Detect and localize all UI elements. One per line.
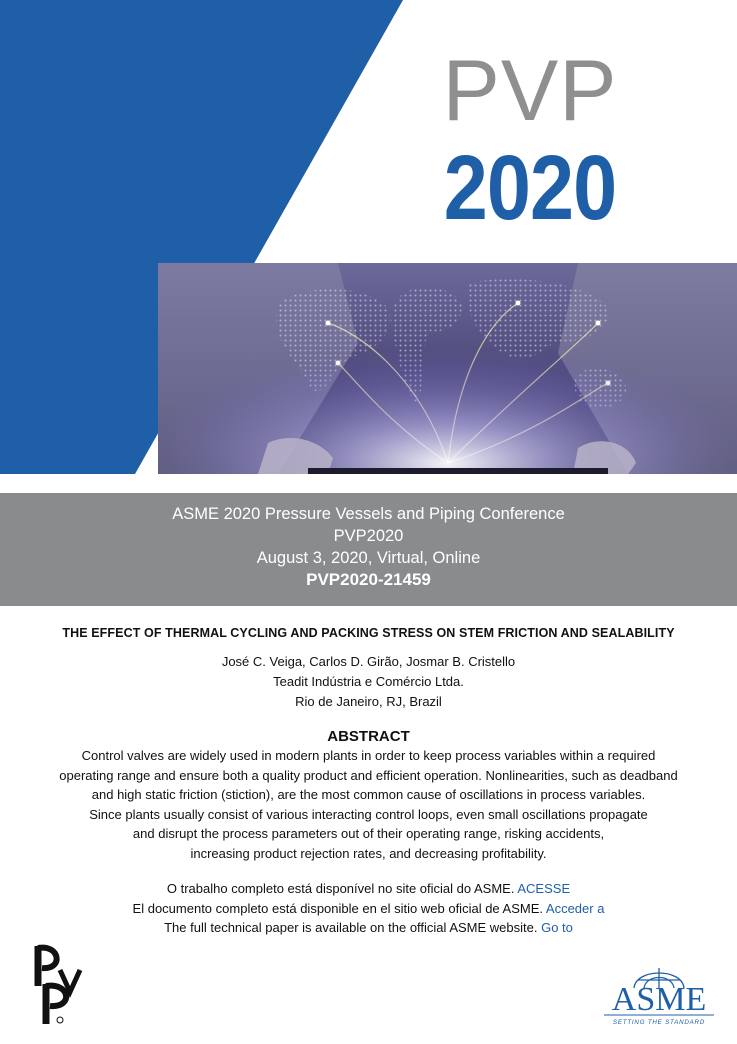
full-paper-links [0,879,737,938]
conference-name: ASME 2020 Pressure Vessels and Piping Conference [172,505,565,523]
abstract-line: and high static friction (stiction), are the most common cause of oscillations in process variables. [91,787,646,803]
link-acceder[interactable]: Acceder a [545,900,605,916]
paper-title: THE EFFECT OF THERMAL CYCLING AND PACKING STRESS ON STEM FRICTION AND SEALABILITY [62,626,675,640]
abstract-text [0,746,737,864]
hands-tablet-world-map-image [158,263,737,474]
link-line-es [0,899,737,919]
link-text-pt: O trabalho completo está disponível no site oficial do ASME. [166,881,515,896]
asme-logo [596,954,722,1026]
abstract-line: Since plants usually consist of various interacting control loops, even small oscillations propagate [89,806,648,822]
abstract-line: increasing product rejection rates, and decreasing profitability. [190,845,547,861]
pvp-year: 2020 [443,137,617,239]
author-location: Rio de Janeiro, RJ, Brazil [295,694,442,709]
asme-tagline: SETTING THE STANDARD [612,1019,706,1026]
abstract-line: Control valves are widely used in modern plants in order to keep process variables within a required [81,748,656,763]
conference-date-location: August 3, 2020, Virtual, Online [256,549,481,567]
link-text-es: El documento completo está disponible en el sitio web oficial de ASME. [132,900,543,916]
abstract-line: and disrupt the process parameters out of their operating range, risking accidents, [132,826,605,842]
link-line-en [0,918,737,938]
link-text-en: The full technical paper is available on the official ASME website. [164,920,538,936]
link-line-pt [0,879,737,899]
pvp-word: PVP [442,43,618,139]
affiliation: Teadit Indústria e Comércio Ltda. [273,674,464,689]
asme-wordmark: ASME [611,981,707,1018]
authors: José C. Veiga, Carlos D. Girão, Josmar B. Cristello [221,654,516,669]
abstract-heading: ABSTRACT [327,728,410,745]
author-block [0,652,737,712]
cover-banner [0,0,737,474]
pvp-logo-icon [30,940,90,1026]
link-acesse[interactable]: ACESSE [517,881,571,896]
conference-short: PVP2020 [333,527,404,545]
conference-info-bar [0,493,737,606]
abstract-line: operating range and ensure both a quality product and efficient operation. Nonlinearities, such as deadband [59,767,678,783]
link-go-to[interactable]: Go to [541,920,573,936]
paper-id: PVP2020-21459 [306,570,431,589]
